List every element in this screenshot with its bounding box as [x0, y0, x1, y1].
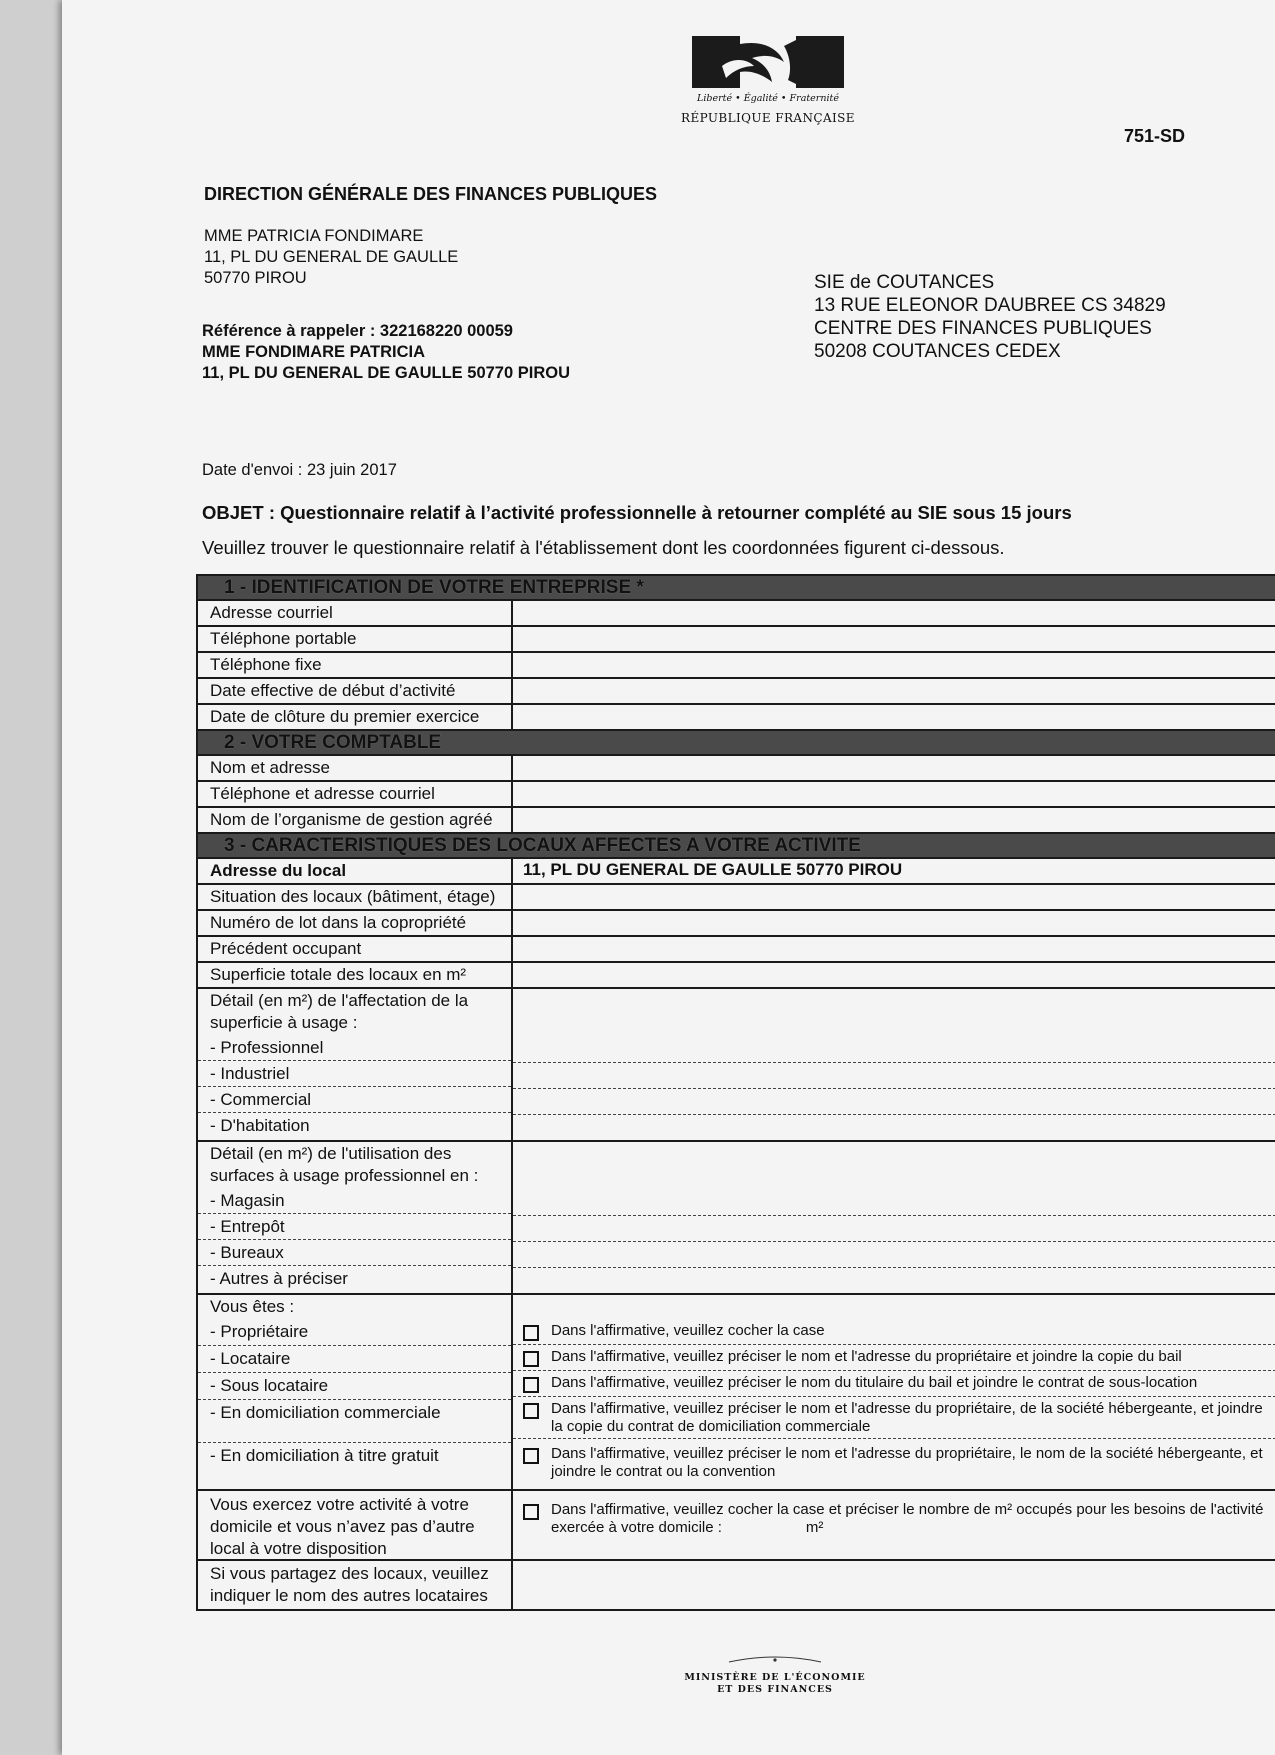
- accountant-name-field[interactable]: [513, 756, 1275, 780]
- utilisation-block: [198, 1142, 1275, 1295]
- total-area-field[interactable]: [513, 963, 1275, 987]
- reference-line: Référence à rappeler : 322168220 00059: [202, 322, 513, 340]
- sie-line: 50208 COUTANCES CEDEX: [814, 341, 1061, 362]
- statut-options: [513, 1295, 1275, 1489]
- utilisation-input[interactable]: [513, 1216, 1275, 1242]
- reference-block: [202, 321, 570, 384]
- marianne-logo: [692, 36, 844, 88]
- section-header-locaux: 3 - CARACTERISTIQUES DES LOCAUX AFFECTES A VOTRE ACTIVITE: [198, 834, 1275, 859]
- sie-line: 13 RUE ELEONOR DAUBREE CS 34829: [814, 295, 1166, 316]
- statut-option-domiciliation-commerciale: [513, 1397, 1275, 1439]
- statut-label: - En domiciliation commerciale: [198, 1400, 511, 1443]
- utilisation-item: - Autres à préciser: [210, 1269, 348, 1288]
- domicile-option: [513, 1491, 1275, 1559]
- affectation-item: - Professionnel: [198, 1035, 511, 1061]
- utilisation-labels: [198, 1142, 513, 1293]
- recipient-line: MME PATRICIA FONDIMARE: [204, 227, 424, 245]
- field-label: Vous exercez votre activité à votre domicile et vous n’avez pas d’autre local à votre disposition: [198, 1491, 513, 1559]
- reference-line: 11, PL DU GENERAL DE GAULLE 50770 PIROU: [202, 364, 570, 382]
- affectation-item: - D'habitation: [210, 1116, 310, 1135]
- affectation-item: - Commercial: [198, 1087, 511, 1113]
- landline-field[interactable]: [513, 653, 1275, 677]
- utilisation-input[interactable]: [513, 1190, 1275, 1216]
- field-label: Numéro de lot dans la copropriété: [198, 911, 513, 935]
- option-text: Dans l'affirmative, veuillez préciser le nom et l'adresse du propriétaire, de la société hébergeante, et joindre la copie du contrat de domiciliation commerciale: [551, 1400, 1263, 1435]
- start-date-field[interactable]: [513, 679, 1275, 703]
- domicile-block: [198, 1491, 1275, 1561]
- statut-labels: [198, 1295, 513, 1489]
- option-text: [551, 1501, 1268, 1537]
- vous-etes-label: Vous êtes :: [210, 1297, 295, 1316]
- domicile-text: Dans l'affirmative, veuillez cocher la case et préciser le nombre de m² occupés pour les besoins de l'activité exercée à votre domicile :: [551, 1501, 1264, 1536]
- statut-option-proprietaire: [513, 1319, 1275, 1345]
- proprietaire-checkbox[interactable]: [523, 1325, 539, 1341]
- field-label: Adresse courriel: [198, 601, 513, 625]
- situation-field[interactable]: [513, 885, 1275, 909]
- affectation-block: [198, 989, 1275, 1142]
- field-label: Si vous partagez des locaux, veuillez indiquer le nom des autres locataires: [198, 1561, 513, 1609]
- affectation-input[interactable]: [513, 1089, 1275, 1115]
- ministry-line-1: MINISTÈRE DE L'ÉCONOMIE: [684, 1672, 866, 1683]
- option-text: Dans l'affirmative, veuillez préciser le nom et l'adresse du propriétaire, le nom de la société hébergeante, et joindre le contrat ou la convention: [551, 1445, 1263, 1480]
- section-header-comptable: 2 - VOTRE COMPTABLE: [198, 731, 1275, 756]
- affectation-input[interactable]: [513, 1037, 1275, 1063]
- affectation-input[interactable]: [513, 1115, 1275, 1140]
- field-label: Nom de l’organisme de gestion agréé: [198, 808, 513, 832]
- document-page: [62, 0, 1275, 1755]
- recipient-line: 50770 PIROU: [204, 269, 307, 287]
- utilisation-input[interactable]: [513, 1268, 1275, 1293]
- statut-label: - Propriétaire: [198, 1319, 511, 1346]
- mobile-phone-field[interactable]: [513, 627, 1275, 651]
- option-text: Dans l'affirmative, veuillez préciser le nom et l'adresse du propriétaire et joindre la copie du bail: [551, 1348, 1182, 1365]
- questionnaire-form: [196, 574, 1275, 1611]
- local-address-value: 11, PL DU GENERAL DE GAULLE 50770 PIROU: [523, 860, 903, 879]
- date-envoi: Date d'envoi : 23 juin 2017: [202, 461, 397, 479]
- statut-option-sous-locataire: [513, 1371, 1275, 1397]
- locataire-checkbox[interactable]: [523, 1351, 539, 1367]
- statut-option-domiciliation-gratuit: [513, 1439, 1275, 1485]
- domicile-checkbox[interactable]: [523, 1504, 539, 1520]
- sous-locataire-checkbox[interactable]: [523, 1377, 539, 1393]
- form-code: 751-SD: [1124, 126, 1186, 146]
- statut-label: - Locataire: [198, 1346, 511, 1373]
- ministry-line-2: ET DES FINANCES: [717, 1684, 833, 1695]
- domiciliation-commerciale-checkbox[interactable]: [523, 1403, 539, 1419]
- field-label: Téléphone portable: [198, 627, 513, 651]
- statut-option-locataire: [513, 1345, 1275, 1371]
- field-label: Téléphone et adresse courriel: [198, 782, 513, 806]
- sie-line: SIE de COUTANCES: [814, 272, 995, 293]
- reference-line: MME FONDIMARE PATRICIA: [202, 343, 426, 361]
- field-label: Superficie totale des locaux en m²: [198, 963, 513, 987]
- previous-occupant-field[interactable]: [513, 937, 1275, 961]
- affectation-values: [513, 989, 1275, 1140]
- domicile-unit: m²: [805, 1519, 824, 1536]
- sie-address: [814, 271, 1166, 363]
- field-label: Téléphone fixe: [198, 653, 513, 677]
- recipient-line: 11, PL DU GENERAL DE GAULLE: [204, 248, 459, 266]
- utilisation-title: Détail (en m²) de l'utilisation des surfaces à usage professionnel en :: [210, 1144, 479, 1185]
- email-field[interactable]: [513, 601, 1275, 625]
- affectation-input[interactable]: [513, 1063, 1275, 1089]
- field-label: Date effective de début d’activité: [198, 679, 513, 703]
- lot-number-field[interactable]: [513, 911, 1275, 935]
- partage-block: [198, 1561, 1275, 1609]
- statut-label: - En domiciliation à titre gratuit: [210, 1446, 439, 1465]
- closing-date-field[interactable]: [513, 705, 1275, 729]
- direction-title: DIRECTION GÉNÉRALE DES FINANCES PUBLIQUES: [204, 184, 658, 204]
- field-label: Situation des locaux (bâtiment, étage): [198, 885, 513, 909]
- statut-block: [198, 1295, 1275, 1491]
- ministry-name: [662, 1672, 888, 1696]
- intro-text: Veuillez trouver le questionnaire relatif à l'établissement dont les coordonnées figurent ci-dessous.: [202, 537, 1005, 558]
- republic-name: RÉPUBLIQUE FRANÇAISE: [681, 111, 855, 125]
- republic-motto: Liberté • Égalité • Fraternité: [697, 93, 839, 104]
- field-label: Date de clôture du premier exercice: [198, 705, 513, 729]
- utilisation-input[interactable]: [513, 1242, 1275, 1268]
- utilisation-values: [513, 1142, 1275, 1293]
- accountant-contact-field[interactable]: [513, 782, 1275, 806]
- option-text: Dans l'affirmative, veuillez préciser le nom du titulaire du bail et joindre le contrat de sous-location: [551, 1374, 1198, 1391]
- other-tenants-field[interactable]: [513, 1561, 1275, 1609]
- affectation-title: Détail (en m²) de l'affectation de la superficie à usage :: [210, 991, 469, 1032]
- field-label: Précédent occupant: [198, 937, 513, 961]
- objet: OBJET : Questionnaire relatif à l’activité professionnelle à retourner complété au SIE sous 15 jours: [202, 502, 1072, 523]
- section-header-identification: 1 - IDENTIFICATION DE VOTRE ENTREPRISE *: [198, 576, 1275, 601]
- oga-name-field[interactable]: [513, 808, 1275, 832]
- ministry-emblem: [727, 1654, 823, 1664]
- statut-label: - Sous locataire: [198, 1373, 511, 1400]
- affectation-item: - Industriel: [198, 1061, 511, 1087]
- sie-line: CENTRE DES FINANCES PUBLIQUES: [814, 318, 1152, 339]
- utilisation-item: - Bureaux: [198, 1240, 511, 1266]
- field-label: Adresse du local: [198, 859, 513, 883]
- field-label: Nom et adresse: [198, 756, 513, 780]
- utilisation-item: - Magasin: [198, 1188, 511, 1214]
- recipient-address: [204, 226, 458, 289]
- option-text: Dans l'affirmative, veuillez cocher la case: [551, 1322, 825, 1339]
- domiciliation-gratuit-checkbox[interactable]: [523, 1448, 539, 1464]
- utilisation-item: - Entrepôt: [198, 1214, 511, 1240]
- affectation-labels: [198, 989, 513, 1140]
